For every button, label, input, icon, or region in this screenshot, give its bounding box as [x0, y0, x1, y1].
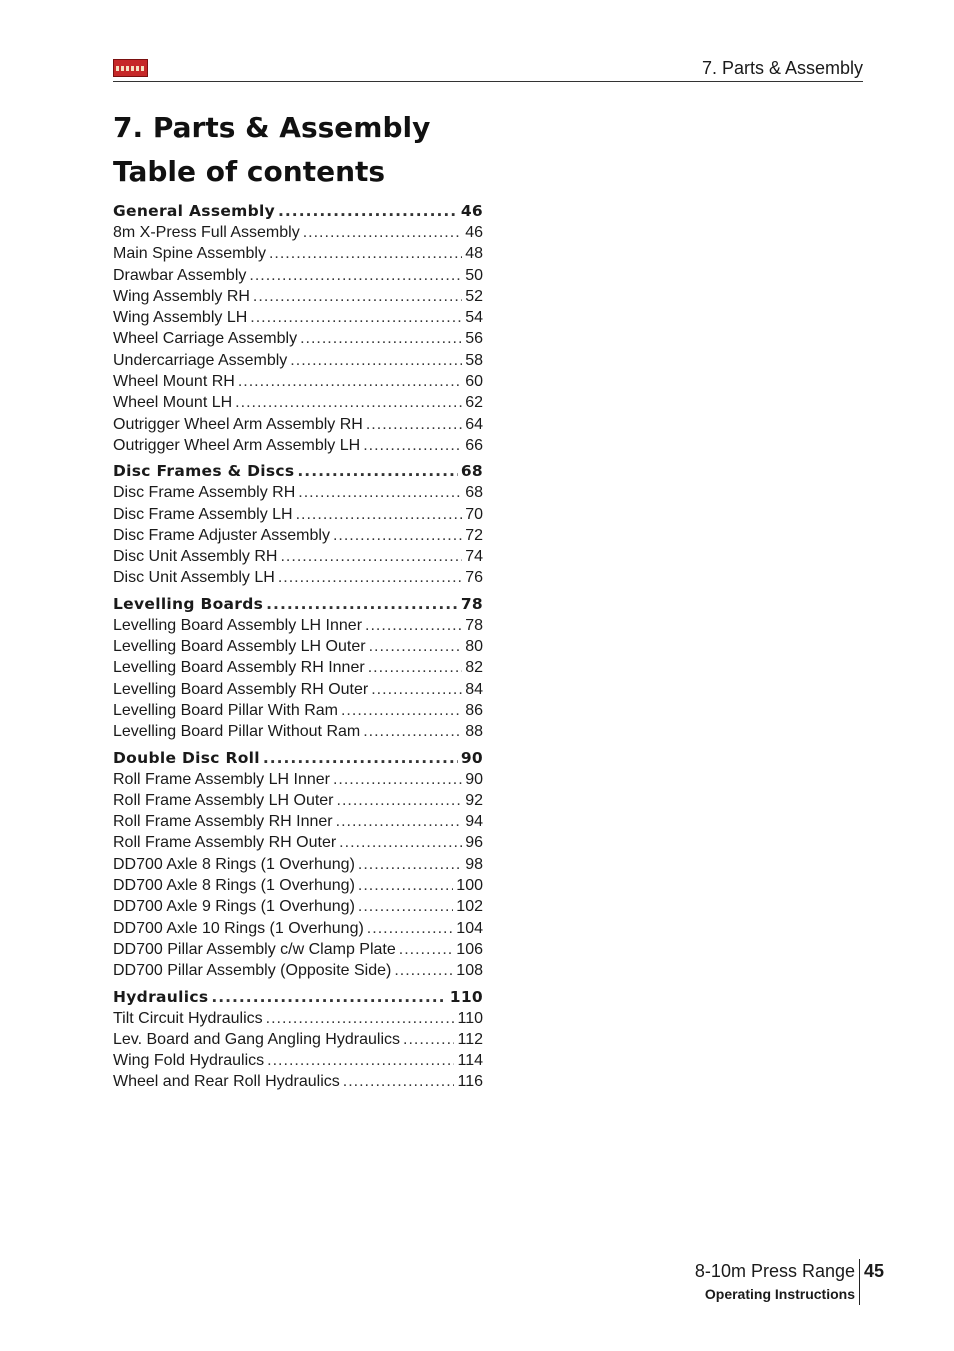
toc-entry-label: Wing Assembly LH [113, 309, 248, 327]
dot-leader [399, 941, 454, 959]
toc-entry-label: DD700 Axle 8 Rings (1 Overhung) [113, 855, 355, 873]
toc-entry-page: 86 [465, 701, 483, 719]
dot-leader [266, 1010, 455, 1028]
toc-entry[interactable] [113, 877, 483, 898]
dot-leader [343, 1073, 455, 1091]
dot-leader [341, 702, 462, 720]
toc-entry-page: 54 [465, 309, 483, 327]
toc-entry-label: Disc Frame Assembly RH [113, 484, 296, 502]
toc-entry-page: 92 [465, 791, 483, 809]
page-title-line-1: 7. Parts & Assembly [113, 111, 431, 144]
dot-leader [358, 877, 453, 895]
toc-entry[interactable] [113, 723, 483, 744]
dot-leader [297, 462, 457, 480]
toc-entry[interactable] [113, 373, 483, 394]
toc-entry-label: DD700 Pillar Assembly c/w Clamp Plate [113, 940, 396, 958]
footer-product-range: 8-10m Press Range [694, 1261, 855, 1281]
footer-subtitle: Operating Instructions [704, 1286, 855, 1302]
dot-leader [303, 224, 462, 242]
dot-leader [278, 569, 462, 587]
dot-leader [266, 595, 458, 613]
toc-entry-page: 76 [465, 569, 483, 587]
toc-section-heading[interactable] [113, 202, 483, 224]
toc-entry-label: Roll Frame Assembly LH Outer [113, 791, 334, 809]
toc-entry-label: Levelling Boards [113, 594, 264, 613]
toc-entry[interactable] [113, 267, 483, 288]
toc-entry[interactable] [113, 1073, 483, 1094]
toc-entry[interactable] [113, 416, 483, 437]
toc-entry-label: Wheel Mount RH [113, 373, 235, 391]
toc-entry[interactable] [113, 681, 483, 702]
toc-entry-page: 46 [465, 224, 483, 241]
toc-entry-label: Outrigger Wheel Arm Assembly LH [113, 436, 361, 454]
dot-leader [363, 437, 462, 455]
toc-entry-page: 98 [465, 855, 483, 873]
dot-leader [369, 638, 463, 656]
toc-entry-label: Double Disc Roll [113, 748, 260, 767]
dot-leader [269, 245, 462, 263]
header-divider [113, 81, 863, 82]
dot-leader [358, 856, 462, 874]
dot-leader [337, 792, 463, 810]
toc-entry-label: Hydraulics [113, 987, 209, 1006]
dot-leader [278, 202, 458, 220]
toc-entry-page: 102 [456, 898, 483, 916]
toc-entry-page: 84 [465, 680, 483, 698]
dot-leader [333, 527, 462, 545]
toc-entry-label: DD700 Axle 9 Rings (1 Overhung) [113, 898, 355, 916]
dot-leader [267, 1052, 454, 1070]
dot-leader [249, 267, 462, 285]
dot-leader [336, 813, 463, 831]
toc-entry[interactable] [113, 224, 483, 245]
dot-leader [211, 988, 446, 1006]
toc-entry-label: Undercarriage Assembly [113, 351, 288, 369]
dot-leader [339, 834, 462, 852]
toc-entry[interactable] [113, 834, 483, 855]
toc-entry[interactable] [113, 548, 483, 569]
toc-entry-page: 52 [465, 287, 483, 305]
toc-entry-page: 60 [465, 373, 483, 391]
toc-entry-page: 112 [457, 1030, 483, 1048]
dot-leader [300, 330, 462, 348]
dot-leader [238, 373, 462, 391]
toc-entry[interactable] [113, 330, 483, 351]
toc-entry-page: 74 [465, 548, 483, 566]
toc-entry[interactable] [113, 962, 483, 983]
toc-section-heading[interactable] [113, 749, 483, 771]
toc-section-heading[interactable] [113, 988, 483, 1010]
toc-entry[interactable] [113, 288, 483, 309]
toc-entry[interactable] [113, 638, 483, 659]
page-number: 45 [864, 1261, 885, 1281]
toc-entry-page: 96 [465, 834, 483, 852]
page-title-line-2: Table of contents [113, 155, 386, 188]
toc-entry[interactable] [113, 1031, 483, 1052]
running-header: 7. Parts & Assembly [701, 58, 863, 78]
dot-leader [367, 920, 454, 938]
toc-entry-label: Disc Unit Assembly LH [113, 569, 275, 587]
toc-entry[interactable] [113, 941, 483, 962]
toc-entry-label: Roll Frame Assembly RH Inner [113, 813, 333, 831]
toc-entry-label: Tilt Circuit Hydraulics [113, 1009, 263, 1027]
dot-leader [366, 416, 462, 434]
toc-entry-label: DD700 Axle 8 Rings (1 Overhung) [113, 877, 355, 895]
table-of-contents [113, 202, 483, 1095]
dot-leader [298, 484, 462, 502]
dot-leader [263, 749, 458, 767]
dot-leader [290, 352, 462, 370]
dot-leader [363, 723, 462, 741]
toc-entry-label: Disc Frames & Discs [113, 462, 295, 481]
toc-entry-label: General Assembly [113, 202, 276, 220]
toc-entry-label: Roll Frame Assembly RH Outer [113, 834, 337, 852]
toc-entry-page: 104 [456, 919, 483, 937]
toc-entry[interactable] [113, 506, 483, 527]
toc-entry[interactable] [113, 813, 483, 834]
toc-entry[interactable] [113, 659, 483, 680]
dot-leader [368, 659, 463, 677]
toc-entry-page: 110 [449, 987, 483, 1006]
toc-entry[interactable] [113, 898, 483, 919]
dot-leader [235, 394, 462, 412]
toc-entry-page: 106 [456, 940, 483, 958]
toc-entry[interactable] [113, 352, 483, 373]
dot-leader [358, 898, 453, 916]
brand-logo [113, 59, 148, 77]
toc-entry-page: 78 [465, 616, 483, 634]
toc-entry-label: Drawbar Assembly [113, 266, 247, 284]
toc-entry[interactable] [113, 702, 483, 723]
toc-section-heading[interactable] [113, 462, 483, 484]
toc-entry-page: 68 [460, 462, 483, 481]
toc-entry-label: Main Spine Assembly [113, 245, 266, 263]
toc-entry[interactable] [113, 792, 483, 813]
toc-entry-page: 48 [465, 245, 483, 263]
toc-entry[interactable] [113, 309, 483, 330]
toc-entry-page: 62 [465, 394, 483, 412]
toc-entry[interactable] [113, 920, 483, 941]
toc-entry-label: Levelling Board Assembly RH Inner [113, 659, 365, 677]
dot-leader [403, 1031, 454, 1049]
toc-entry-page: 114 [457, 1052, 483, 1070]
toc-entry-page: 80 [465, 638, 483, 656]
toc-entry-label: DD700 Axle 10 Rings (1 Overhung) [113, 919, 364, 937]
toc-entry-label: DD700 Pillar Assembly (Opposite Side) [113, 962, 392, 980]
toc-entry[interactable] [113, 394, 483, 415]
toc-entry[interactable] [113, 1010, 483, 1031]
toc-entry-page: 88 [465, 723, 483, 741]
toc-entry-page: 90 [465, 770, 483, 788]
toc-entry[interactable] [113, 484, 483, 505]
toc-entry-label: Outrigger Wheel Arm Assembly RH [113, 415, 363, 433]
toc-entry-label: Wing Assembly RH [113, 287, 250, 305]
dot-leader [296, 506, 463, 524]
toc-entry-page: 100 [456, 877, 483, 895]
dot-leader [333, 771, 462, 789]
toc-entry[interactable] [113, 617, 483, 638]
toc-entry-page: 116 [457, 1073, 483, 1091]
toc-entry-label: Wheel Mount LH [113, 394, 233, 412]
toc-entry-label: Wheel Carriage Assembly [113, 330, 298, 348]
toc-entry-label: Disc Frame Adjuster Assembly [113, 526, 330, 544]
toc-entry-label: 8m X-Press Full Assembly [113, 224, 300, 241]
toc-entry[interactable] [113, 527, 483, 548]
page-title [113, 106, 430, 194]
toc-entry-label: Levelling Board Assembly LH Outer [113, 638, 366, 656]
dot-leader [394, 962, 453, 980]
toc-entry-label: Levelling Board Pillar Without Ram [113, 723, 361, 741]
toc-entry-page: 46 [460, 202, 483, 220]
toc-entry-label: Disc Unit Assembly RH [113, 548, 278, 566]
toc-entry-label: Levelling Board Assembly LH Inner [113, 616, 363, 634]
toc-entry-page: 72 [465, 526, 483, 544]
toc-entry-page: 56 [465, 330, 483, 348]
toc-entry-label: Wing Fold Hydraulics [113, 1052, 265, 1070]
toc-entry-page: 78 [460, 594, 483, 613]
dot-leader [250, 309, 462, 327]
toc-entry-label: Levelling Board Pillar With Ram [113, 701, 338, 719]
toc-entry-page: 70 [465, 505, 483, 523]
toc-entry-page: 108 [456, 962, 483, 980]
toc-entry-page: 66 [465, 436, 483, 454]
dot-leader [280, 548, 462, 566]
toc-entry[interactable] [113, 569, 483, 590]
toc-section-heading[interactable] [113, 595, 483, 617]
toc-entry-label: Roll Frame Assembly LH Inner [113, 770, 330, 788]
toc-entry-page: 58 [465, 351, 483, 369]
toc-entry[interactable] [113, 437, 483, 458]
footer-divider [859, 1259, 860, 1305]
toc-entry[interactable] [113, 245, 483, 266]
dot-leader [365, 617, 462, 635]
toc-entry-page: 64 [465, 415, 483, 433]
toc-entry-page: 50 [465, 266, 483, 284]
dot-leader [371, 681, 462, 699]
toc-entry[interactable] [113, 1052, 483, 1073]
toc-entry-label: Disc Frame Assembly LH [113, 505, 293, 523]
toc-entry[interactable] [113, 856, 483, 877]
toc-entry-page: 110 [457, 1009, 483, 1027]
toc-entry[interactable] [113, 771, 483, 792]
dot-leader [253, 288, 462, 306]
toc-entry-label: Lev. Board and Gang Angling Hydraulics [113, 1030, 400, 1048]
toc-entry-page: 82 [465, 659, 483, 677]
toc-entry-page: 90 [460, 748, 483, 767]
toc-entry-label: Wheel and Rear Roll Hydraulics [113, 1073, 340, 1091]
toc-entry-page: 68 [465, 484, 483, 502]
toc-entry-page: 94 [465, 813, 483, 831]
toc-entry-label: Levelling Board Assembly RH Outer [113, 680, 369, 698]
